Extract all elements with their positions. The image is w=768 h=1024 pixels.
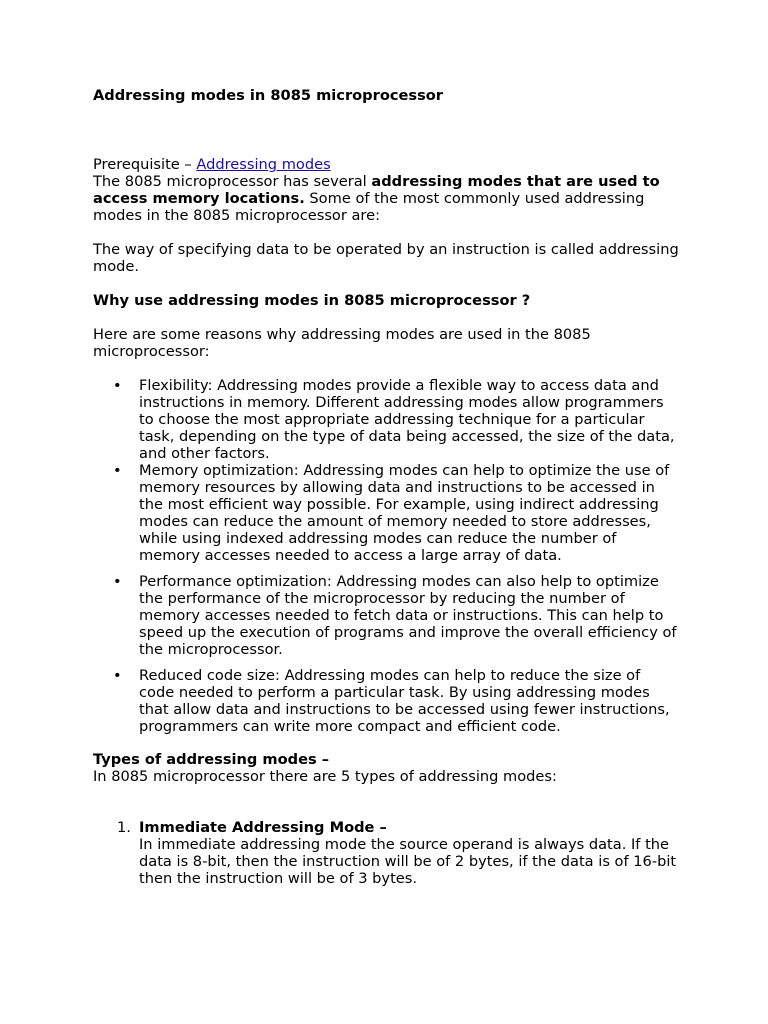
why-heading: Why use addressing modes in 8085 microprocessor ? <box>93 292 531 309</box>
types-heading: Types of addressing modes – <box>93 751 330 768</box>
reason-text: Memory optimization: Addressing modes can help to optimize the use of memory resources by allowing data and instructions to be accessed in the most efficient way possible. For example, using indirect addressing modes can reduce the amount of memory needed to store addresses, while using indexed addressing modes can reduce the number of memory accesses needed to access a large array of data. <box>139 462 670 564</box>
intro-paragraph <box>93 173 683 224</box>
why-intro: Here are some reasons why addressing modes are used in the 8085 microprocessor: <box>93 326 591 360</box>
list-item <box>93 573 679 658</box>
mode-heading: Immediate Addressing Mode – <box>139 819 387 836</box>
list-item <box>93 819 679 887</box>
reason-text: Flexibility: Addressing modes provide a flexible way to access data and instructions in memory. Different addressing modes allow programmers to choose the most appropriate addressing technique for a particular task, depending on the type of data being accessed, the size of the data, and other factors. <box>139 377 675 462</box>
bullet-icon: • <box>113 667 122 684</box>
reason-text: Performance optimization: Addressing modes can also help to optimize the performance of the microprocessor by reducing the number of memory accesses needed to fetch data or instructions. This can help to speed up the execution of programs and improve the overall efficiency of the microprocessor. <box>139 573 677 658</box>
types-intro: In 8085 microprocessor there are 5 types of addressing modes: <box>93 768 557 785</box>
addressing-modes-link[interactable]: Addressing modes <box>196 156 331 173</box>
document-body <box>93 87 683 887</box>
list-number: 1. <box>117 819 131 836</box>
intro-text-1: The 8085 microprocessor has several <box>93 173 372 190</box>
intro-bold-text: addressing modes that are used to access memory locations. <box>93 173 660 207</box>
bullet-icon: • <box>113 462 122 479</box>
prerequisite-label: Prerequisite – <box>93 156 197 173</box>
document-title: Addressing modes in 8085 microprocessor <box>93 87 443 104</box>
prerequisite-line <box>93 156 683 173</box>
intro-text-2: Some of the most commonly used addressing modes in the 8085 microprocessor are: <box>93 190 645 224</box>
bullet-icon: • <box>113 573 122 590</box>
bullet-icon: • <box>113 377 122 394</box>
reason-text: Reduced code size: Addressing modes can help to reduce the size of code needed to perform a particular task. By using addressing modes that allow data and instructions to be accessed using fewer instructions, programmers can write more compact and efficient code. <box>139 667 670 735</box>
list-item <box>93 462 679 564</box>
list-item <box>93 667 679 735</box>
reasons-list <box>93 377 683 735</box>
definition-paragraph: The way of specifying data to be operated by an instruction is called addressing mode. <box>93 241 679 275</box>
list-item <box>93 377 679 462</box>
modes-list <box>93 819 683 887</box>
mode-text: In immediate addressing mode the source operand is always data. If the data is 8-bit, then the instruction will be of 2 bytes, if the data is of 16-bit then the instruction will be of 3 bytes. <box>139 836 677 887</box>
